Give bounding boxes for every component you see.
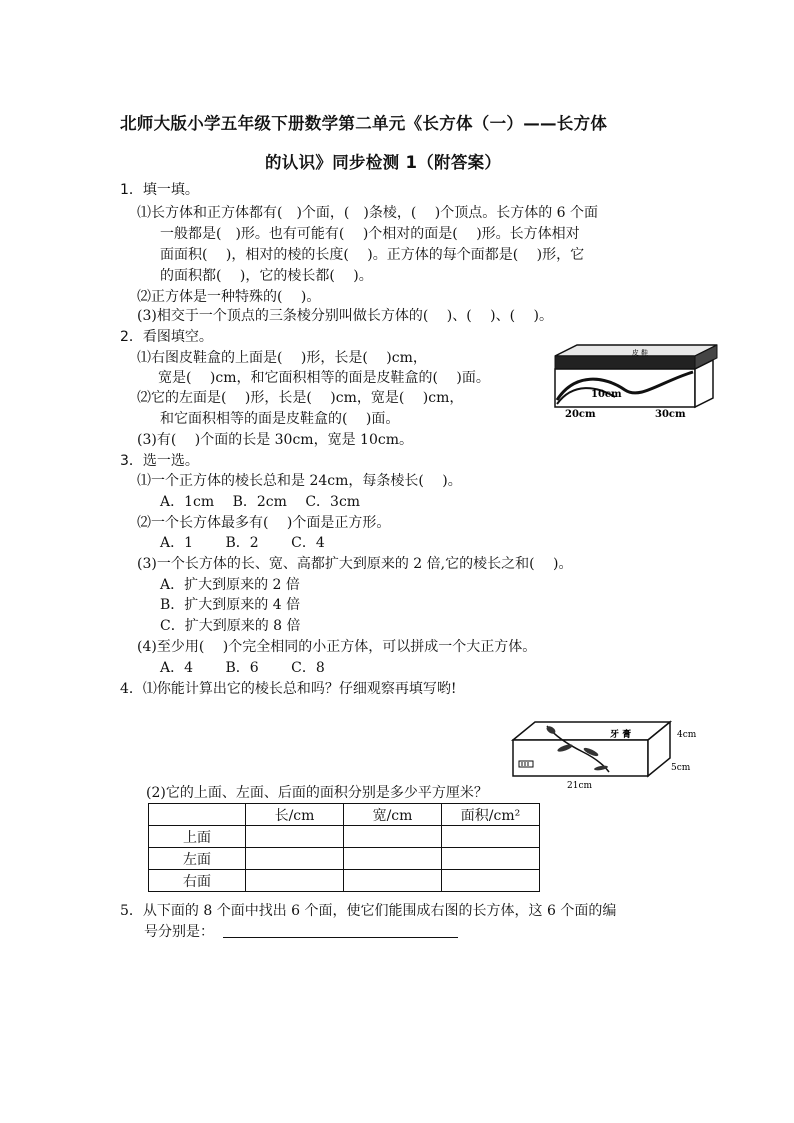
q2-heading: 2．看图填空。 <box>120 329 213 345</box>
table-header: 面积/cm² <box>442 804 540 826</box>
area-table <box>148 803 540 892</box>
q2-line: 宽是( )cm，和它面积相等的面是皮鞋盒的( )面。 <box>158 370 490 386</box>
width-label: 20cm <box>565 409 596 420</box>
page-subtitle: 的认识》同步检测 1（附答案） <box>265 153 502 172</box>
row-label: 右面 <box>149 870 246 892</box>
q2-line: ⑴右图皮鞋盒的上面是( )形，长是( )cm， <box>137 350 427 366</box>
q1-heading: 1．填一填。 <box>120 182 199 198</box>
answer-cell[interactable] <box>344 826 442 848</box>
answer-cell[interactable] <box>246 826 344 848</box>
height-label: 10cm <box>591 389 622 400</box>
table-header-row <box>149 804 540 826</box>
answer-cell[interactable] <box>246 848 344 870</box>
q1-line: (3)相交于一个顶点的三条棱分别叫做长方体的( )、( )、( )。 <box>137 308 553 324</box>
answer-cell[interactable] <box>344 870 442 892</box>
answer-blank-line[interactable] <box>223 937 458 938</box>
answer-cell[interactable] <box>442 870 540 892</box>
q3-line: ⑴一个正方体的棱长总和是 24cm，每条棱长( )。 <box>137 473 462 489</box>
length-label: 30cm <box>655 409 686 420</box>
table-header: 长/cm <box>246 804 344 826</box>
q3-option: A．1cm B．2cm C．3cm <box>160 494 361 510</box>
table-row <box>149 848 540 870</box>
page-title: 北师大版小学五年级下册数学第二单元《长方体（一）——长方体 <box>120 114 608 133</box>
q1-line: ⑴长方体和正方体都有( )个面，( )条棱，( )个顶点。长方体的 6 个面 <box>137 205 599 221</box>
answer-cell[interactable] <box>344 848 442 870</box>
table-header: 宽/cm <box>344 804 442 826</box>
q4-line: 4．⑴你能计算出它的棱长总和吗？仔细观察再填写哟! <box>120 681 457 697</box>
q3-line: ⑵一个长方体最多有( )个面是正方形。 <box>137 515 391 531</box>
q2-line: ⑵它的左面是( )形，长是( )cm，宽是( )cm， <box>137 390 464 406</box>
answer-cell[interactable] <box>442 826 540 848</box>
table-row <box>149 870 540 892</box>
answer-cell[interactable] <box>246 870 344 892</box>
q2-line: 和它面积相等的面是皮鞋盒的( )面。 <box>160 411 400 427</box>
q3-line: (4)至少用( )个完全相同的小正方体，可以拼成一个大正方体。 <box>137 639 537 655</box>
shoebox-figure <box>545 342 725 422</box>
q1-line: 的面积都( )，它的棱长都( )。 <box>160 268 373 284</box>
row-label: 上面 <box>149 826 246 848</box>
q4-line: (2)它的上面、左面、后面的面积分别是多少平方厘米？ <box>146 785 488 801</box>
q3-option: A．1 B．2 C．4 <box>160 535 325 551</box>
q3-option: C．扩大到原来的 8 倍 <box>160 618 301 634</box>
q3-option: A．4 B．6 C．8 <box>160 660 325 676</box>
lid-label: 皮 鞋 <box>631 349 649 357</box>
q5-line: 5．从下面的 8 个面中找出 6 个面，使它们能围成右图的长方体，这 6 个面的编 <box>120 903 617 919</box>
height-label: 4cm <box>677 730 697 740</box>
length-label: 21cm <box>567 781 593 790</box>
q5-line: 号分别是： <box>144 924 214 940</box>
q3-option: A．扩大到原来的 2 倍 <box>160 577 300 593</box>
q1-line: 一般都是( )形。也有可能有( )个相对的面是( )形。长方体相对 <box>160 226 580 242</box>
answer-cell[interactable] <box>442 848 540 870</box>
q1-line: 面面积( )，相对的棱的长度( )。正方体的每个面都是( )形，它 <box>160 247 585 263</box>
table-header <box>149 804 246 826</box>
toothpaste-box-figure <box>505 718 707 790</box>
width-label: 5cm <box>671 763 691 773</box>
q3-heading: 3．选一选。 <box>120 453 199 469</box>
q3-option: B．扩大到原来的 4 倍 <box>160 597 301 613</box>
row-label: 左面 <box>149 848 246 870</box>
q1-line: ⑵正方体是一种特殊的( )。 <box>137 289 321 305</box>
toothpaste-label: 牙 膏 <box>610 730 632 740</box>
q3-line: (3)一个长方体的长、宽、高都扩大到原来的 2 倍,它的棱长之和( )。 <box>137 556 573 572</box>
table-row <box>149 826 540 848</box>
q2-line: (3)有( )个面的长是 30cm，宽是 10cm。 <box>137 432 413 448</box>
